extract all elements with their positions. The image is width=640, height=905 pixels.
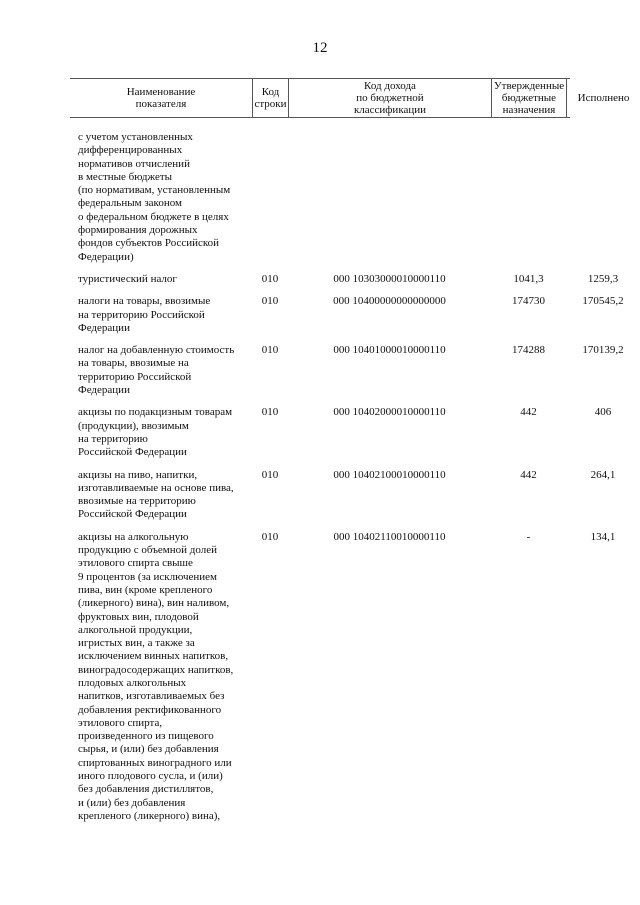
row-line-code: 010	[261, 468, 279, 481]
row-approved: 1041,3	[513, 272, 544, 285]
row-income-code: 000 10401000010000110	[333, 344, 446, 357]
table-row	[70, 406, 612, 459]
table-row	[70, 344, 624, 397]
row-approved: -	[526, 530, 531, 543]
row-approved: 442	[520, 468, 537, 481]
page-number: 12	[312, 40, 328, 56]
row-name: туристический налог	[78, 272, 177, 285]
row-executed: 264,1	[590, 468, 616, 481]
row-line-code: 010	[261, 406, 279, 419]
header-approved: Утвержденные бюджетные назначения	[491, 79, 566, 117]
row-name: акцизы по подакцизным товарам (продукции), ввозимым на территорию Российской Федерации	[78, 406, 233, 459]
table-row	[70, 131, 570, 264]
table-header	[70, 78, 630, 118]
row-name: акцизы на алкогольную продукцию с объемной долей этилового спирта свыше 9 процентов (за исключением пива, вин (кроме крепленого (ликерного) вина), вин наливом, фруктовых вин, плодовой алкогольной продукции, игристых вин, а также за исключением винных напитков, виноградосодержащих напитков, плодовых алкогольных напитков, изготавливаемых без добавления ректификованного этилового спирта, произведенного из пищевого сырья, и (или) без добавления спиртованных виноградного или иного плодового сусла, и (или) без добавления дистиллятов, и (или) без добавления крепленого (ликерного) вина),	[78, 530, 234, 822]
row-name: налог на добавленную стоимость на товары, ввозимые на территорию Российской Федерации	[78, 344, 235, 397]
row-executed: 134,1	[590, 530, 616, 543]
header-income-code: Код дохода по бюджетной классификации	[288, 79, 491, 117]
header-name: Наименование показателя	[126, 86, 196, 110]
header-line-code: Код строки	[252, 79, 288, 117]
row-income-code: 000 10402110010000110	[333, 530, 446, 543]
table-row	[70, 468, 616, 522]
row-name: налоги на товары, ввозимые на территорию Российской Федерации	[78, 295, 211, 334]
row-income-code: 000 10402000010000110	[333, 406, 446, 419]
row-executed: 406	[594, 406, 612, 419]
row-executed: 170139,2	[582, 344, 624, 357]
header-executed: Исполнено	[566, 79, 640, 117]
table-row	[70, 272, 619, 286]
row-line-code: 010	[261, 530, 279, 543]
row-line-code: 010	[261, 272, 279, 285]
row-income-code: 000 10400000000000000	[333, 295, 446, 308]
row-name: акцизы на пиво, напитки, изготавливаемые на основе пива, ввозимые на территорию Российской Федерации	[78, 468, 234, 521]
row-line-code: 010	[261, 344, 279, 357]
row-approved: 174288	[512, 344, 545, 357]
row-income-code: 000 10402100010000110	[333, 468, 446, 481]
row-approved: 174730	[512, 295, 545, 308]
row-executed: 1259,3	[587, 272, 619, 285]
table-row	[70, 530, 616, 824]
row-approved: 442	[520, 406, 537, 419]
table-body	[70, 118, 624, 823]
row-name: с учетом установленных дифференцированных нормативов отчислений в местные бюджеты (по нормативам, установленным федеральным законом о федеральном бюджете в целях формирования дорожных фондов субъектов Российской Федерации)	[78, 131, 231, 263]
table-row	[70, 295, 624, 335]
row-executed: 170545,2	[582, 295, 624, 308]
row-income-code: 000 10303000010000110	[333, 272, 446, 285]
row-line-code: 010	[261, 295, 279, 308]
